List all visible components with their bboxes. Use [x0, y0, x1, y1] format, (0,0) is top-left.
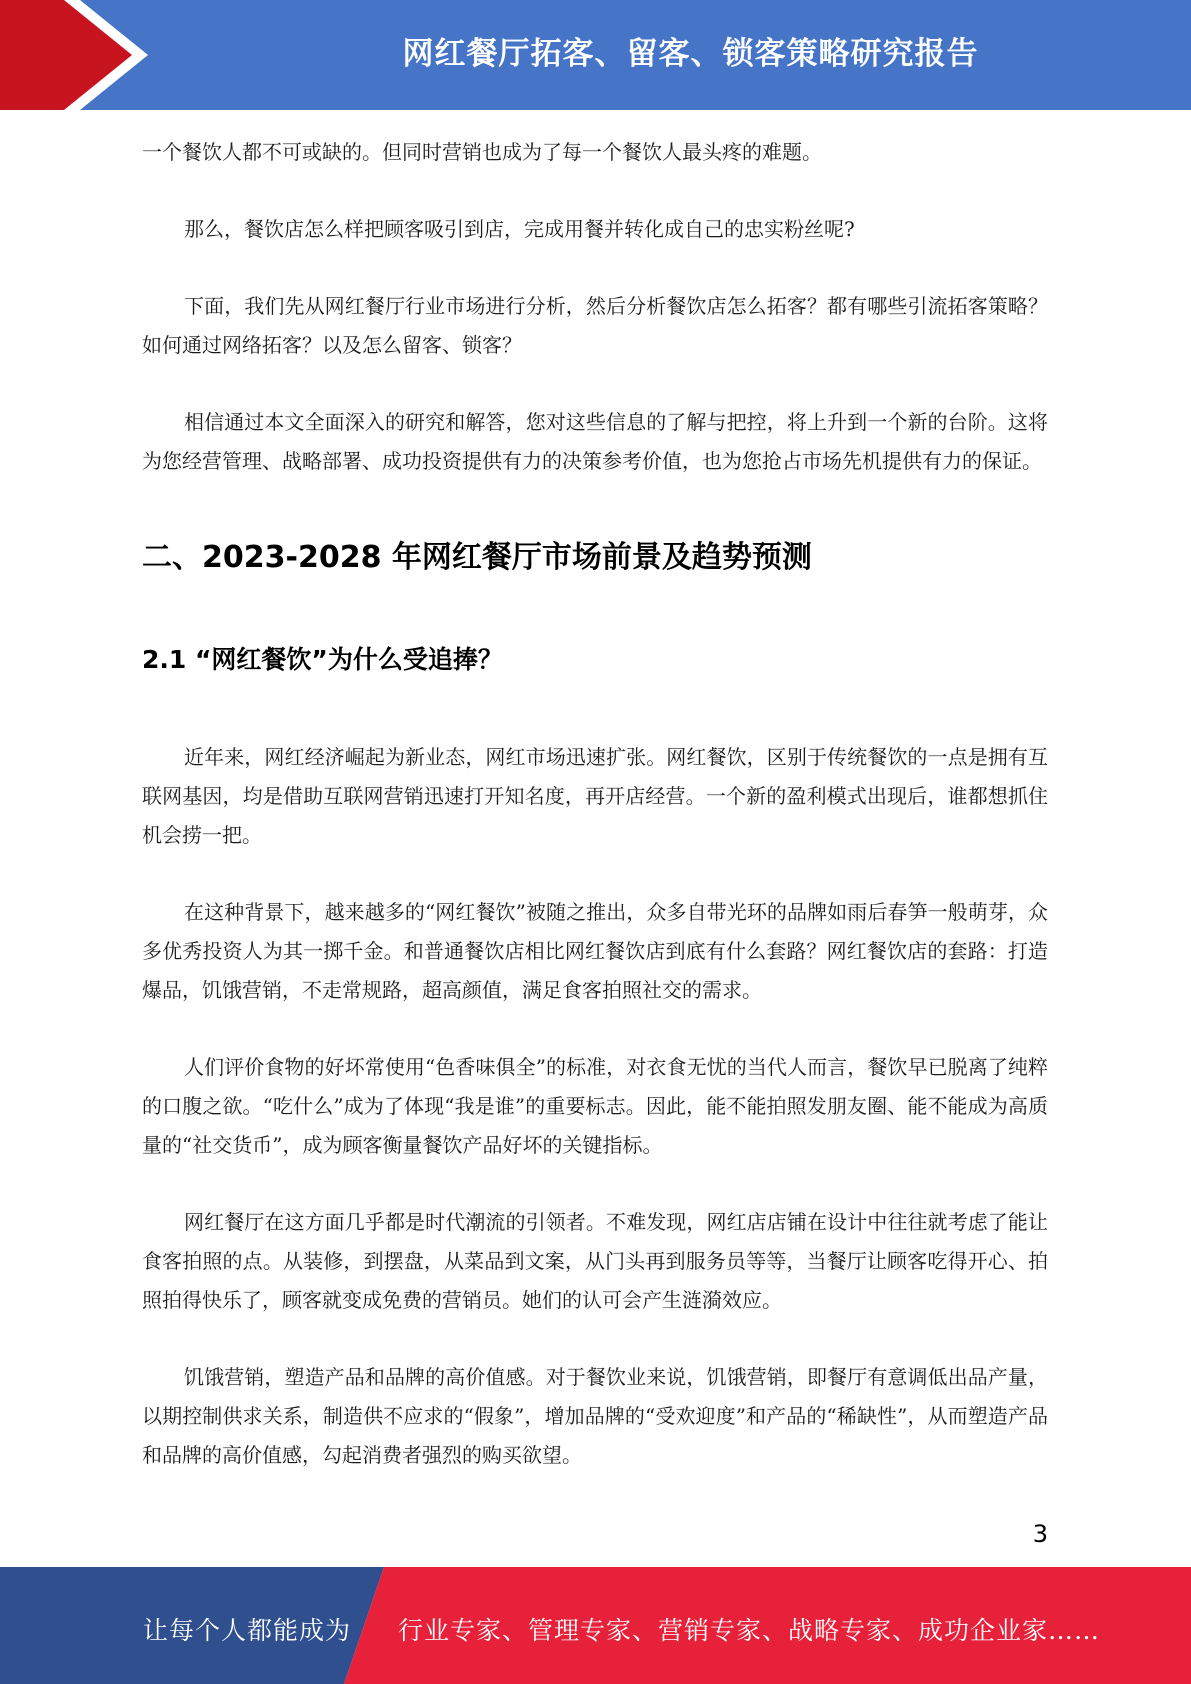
- paragraph: 相信通过本文全面深入的研究和解答，您对这些信息的了解与把控，将上升到一个新的台阶。这将为您经营管理、战略部署、成功投资提供有力的决策参考价值，也为您抢占市场先机提供有力的保证。: [142, 410, 1048, 473]
- paragraph: 那么，餐饮店怎么样把顾客吸引到店，完成用餐并转化成自己的忠实粉丝呢?: [184, 217, 855, 241]
- paragraph: 在这种背景下，越来越多的“网红餐饮”被随之推出，众多自带光环的品牌如雨后春笋一般萌芽，众多优秀投资人为其一掷千金。和普通餐饮店相比网红餐饮店到底有什么套路？网红餐饮店的套路：打造爆品，饥饿营销，不走常规路，超高颜值，满足食客拍照社交的需求。: [142, 900, 1048, 1002]
- paragraph: 下面，我们先从网红餐厅行业市场进行分析，然后分析餐饮店怎么拓客？都有哪些引流拓客策略？如何通过网络拓客？以及怎么留客、锁客？: [142, 294, 1048, 357]
- section-heading: 二、2023-2028 年网红餐厅市场前景及趋势预测: [142, 540, 812, 575]
- paragraph: 近年来，网红经济崛起为新业态，网红市场迅速扩张。网红餐饮，区别于传统餐饮的一点是拥有互联网基因，均是借助互联网营销迅速打开知名度，再开店经营。一个新的盈利模式出现后，谁都想抓住机会捞一把。: [142, 745, 1048, 847]
- paragraph: 饥饿营销，塑造产品和品牌的高价值感。对于餐饮业来说，饥饿营销，即餐厅有意调低出品产量，以期控制供求关系，制造供不应求的“假象”，增加品牌的“受欢迎度”和产品的“稀缺性”，从而塑造产品和品牌的高价值感，勾起消费者强烈的购买欲望。: [142, 1365, 1048, 1467]
- paragraph: 一个餐饮人都不可或缺的。但同时营销也成为了每一个餐饮人最头疼的难题。: [142, 140, 822, 164]
- subsection-heading: 2.1 “网红餐饮”为什么受追捧？: [142, 645, 503, 674]
- footer-slogan-right: 行业专家、管理专家、营销专家、战略专家、成功企业家……: [398, 1616, 1101, 1645]
- paragraph: 人们评价食物的好坏常使用“色香味俱全”的标准，对衣食无忧的当代人而言，餐饮早已脱离了纯粹的口腹之欲。“吃什么”成为了体现“我是谁”的重要标志。因此，能不能拍照发朋友圈、能不能成为高质量的“社交货币”，成为顾客衡量餐饮产品好坏的关键指标。: [142, 1055, 1048, 1157]
- page-header: [0, 0, 1191, 110]
- page-number: 3: [1032, 1520, 1048, 1548]
- paragraph: 网红餐厅在这方面几乎都是时代潮流的引领者。不难发现，网红店店铺在设计中往往就考虑了能让食客拍照的点。从装修，到摆盘，从菜品到文案，从门头再到服务员等等，当餐厅让顾客吃得开心、拍照拍得快乐了，顾客就变成免费的营销员。她们的认可会产生涟漪效应。: [142, 1210, 1048, 1312]
- header-title: 网红餐厅拓客、留客、锁客策略研究报告: [402, 36, 979, 72]
- footer-slogan-left: 让每个人都能成为: [143, 1616, 352, 1645]
- page-content: [142, 133, 1048, 1475]
- page-footer: [0, 1567, 1191, 1684]
